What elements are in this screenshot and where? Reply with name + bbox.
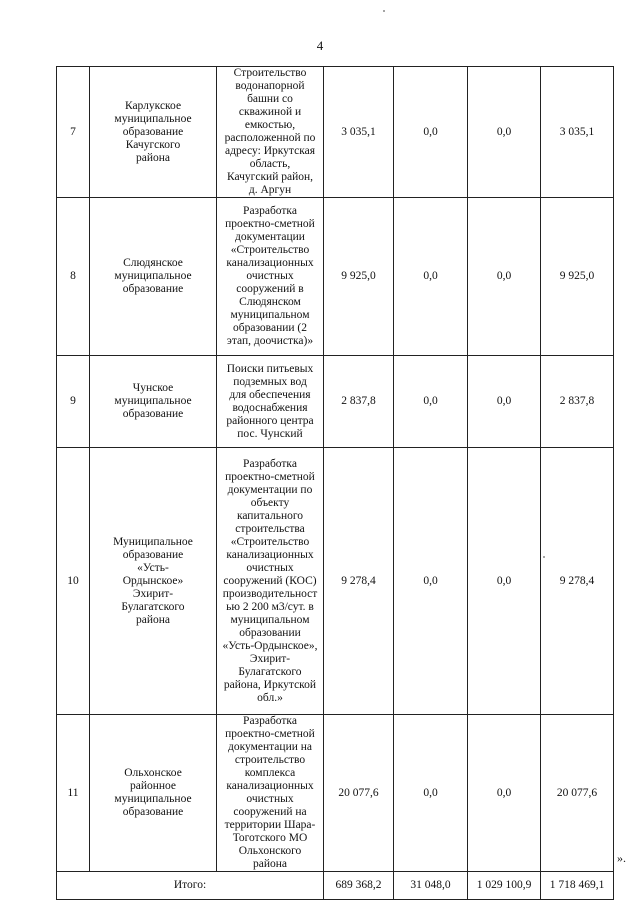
row-number: 8 bbox=[57, 198, 90, 356]
total-row bbox=[57, 872, 614, 900]
table-row bbox=[57, 356, 614, 448]
amount-cell: 20 077,6 bbox=[324, 715, 394, 872]
municipality-text: Карлукское муниципальное образование Качугского района bbox=[114, 99, 192, 164]
amount-cell: 0,0 bbox=[394, 356, 468, 448]
row-number: 11 bbox=[57, 715, 90, 872]
table-row bbox=[57, 198, 614, 356]
row-number: 9 bbox=[57, 356, 90, 448]
amount-cell: 0,0 bbox=[468, 448, 541, 715]
project-cell bbox=[217, 356, 324, 448]
project-cell bbox=[217, 448, 324, 715]
municipality-cell bbox=[90, 198, 217, 356]
amount-cell: 2 837,8 bbox=[541, 356, 614, 448]
amount-cell: 9 278,4 bbox=[324, 448, 394, 715]
municipality-cell bbox=[90, 715, 217, 872]
amount-cell: 0,0 bbox=[468, 356, 541, 448]
project-cell bbox=[217, 67, 324, 198]
amount-cell: 9 925,0 bbox=[324, 198, 394, 356]
municipality-text: Слюдянское муниципальное образование bbox=[114, 257, 192, 295]
amount-cell: 3 035,1 bbox=[541, 67, 614, 198]
table-row bbox=[57, 448, 614, 715]
project-text: Разработка проектно-сметной документации на строительство комплекса канализационных очистных сооружений на территории Шара-Тоготского МО Ольхонского района bbox=[224, 715, 316, 870]
amount-cell: 20 077,6 bbox=[541, 715, 614, 872]
municipality-cell bbox=[90, 67, 217, 198]
row-number: 7 bbox=[57, 67, 90, 198]
amount-cell: 0,0 bbox=[468, 67, 541, 198]
table-row bbox=[57, 67, 614, 198]
municipality-text: Чунское муниципальное образование bbox=[114, 382, 192, 420]
municipality-text: Муниципальное образование «Усть-Ордынское» Эхирит-Булагатского района bbox=[113, 535, 193, 626]
amount-cell: 0,0 bbox=[394, 715, 468, 872]
table-row bbox=[57, 715, 614, 872]
total-amount: 31 048,0 bbox=[394, 872, 468, 900]
page-number: 4 bbox=[316, 38, 324, 53]
closing-quote-mark: ». bbox=[617, 851, 626, 865]
amount-cell: 0,0 bbox=[394, 67, 468, 198]
total-amount: 1 029 100,9 bbox=[468, 872, 541, 900]
project-cell bbox=[217, 198, 324, 356]
total-amount: 689 368,2 bbox=[324, 872, 394, 900]
municipality-text: Ольхонское районное муниципальное образование bbox=[114, 767, 192, 818]
amount-cell: 0,0 bbox=[394, 448, 468, 715]
total-amount: 1 718 469,1 bbox=[541, 872, 614, 900]
amount-cell: 3 035,1 bbox=[324, 67, 394, 198]
amount-cell: 0,0 bbox=[468, 198, 541, 356]
amount-cell: 2 837,8 bbox=[324, 356, 394, 448]
amount-cell: 9 925,0 bbox=[541, 198, 614, 356]
row-number: 10 bbox=[57, 448, 90, 715]
municipality-cell bbox=[90, 356, 217, 448]
project-text: Разработка проектно-сметной документации по объекту капитального строительства «Строительство канализационных очистных сооружений (КОС) производительностью 2 200 м3/сут. в муниципальном образовании «Усть-Ордынское», Эхирит-Булагатского района, Иркутской обл.» bbox=[222, 457, 318, 704]
scan-speck bbox=[383, 10, 385, 12]
project-text: Разработка проектно-сметной документации «Строительство канализационных очистных сооружений в Слюдянском муниципальном образовании (2 этап, доочистка)» bbox=[225, 205, 315, 347]
project-text: Строительство водонапорной башни со скважиной и емкостью, расположенной по адресу: Иркутская область, Качугский район, д. Аргун bbox=[224, 67, 316, 196]
municipality-cell bbox=[90, 448, 217, 715]
funding-table bbox=[56, 66, 614, 900]
amount-cell: 0,0 bbox=[468, 715, 541, 872]
total-label: Итого: bbox=[57, 872, 324, 900]
amount-cell: 9 278,4 bbox=[541, 448, 614, 715]
amount-cell: 0,0 bbox=[394, 198, 468, 356]
project-text: Поиски питьевых подземных вод для обеспечения водоснабжения районного центра пос. Чунский bbox=[226, 362, 314, 440]
project-cell bbox=[217, 715, 324, 872]
